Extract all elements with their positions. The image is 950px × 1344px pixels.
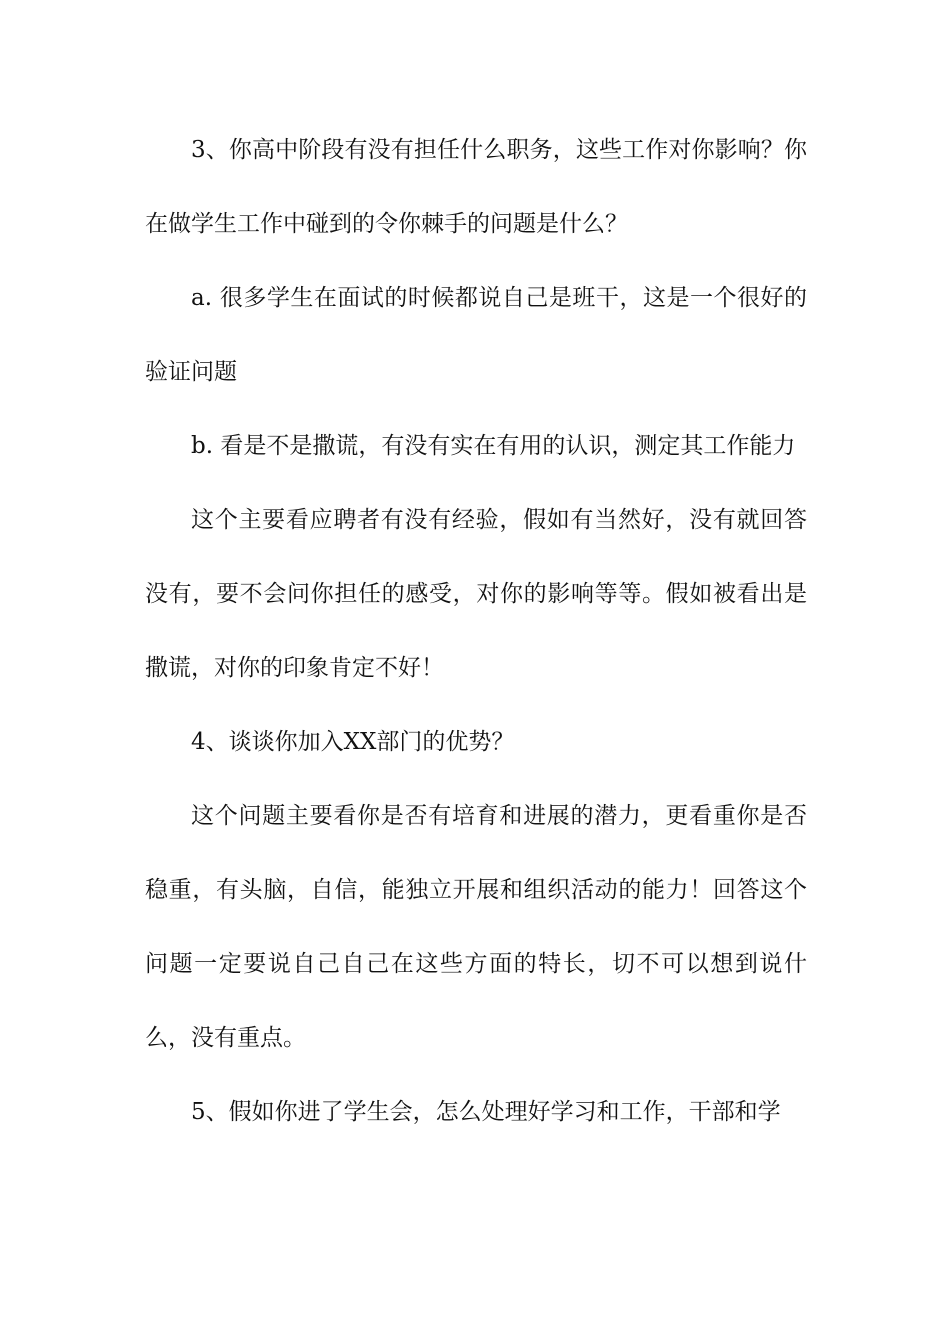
note-b: b. 看是不是撒谎，有没有实在有用的认识，测定其工作能力 [191,433,796,459]
answer-3: 这个主要看应聘者有没有经验，假如有当然好，没有就回答没有，要不会问你担任的感受，对你的影响等等。假如被看出是撒谎，对你的印象肯定不好！ [145,507,807,681]
document-body [145,113,807,1149]
answer-4: 这个问题主要看你是否有培育和进展的潜力，更看重你是否稳重，有头脑，自信，能独立开展和组织活动的能力！回答这个问题一定要说自己自己在这些方面的特长，切不可以想到说什么，没有重点。 [145,803,807,1051]
question-4: 4、谈谈你加入XX部门的优势？ [191,729,515,755]
question-5: 5、假如你进了学生会，怎么处理好学习和工作，干部和学 [191,1099,781,1125]
note-a: a. 很多学生在面试的时候都说自己是班干，这是一个很好的验证问题 [145,285,807,385]
question-3: 3、你高中阶段有没有担任什么职务，这些工作对你影响？你在做学生工作中碰到的令你棘手的问题是什么？ [145,137,807,237]
